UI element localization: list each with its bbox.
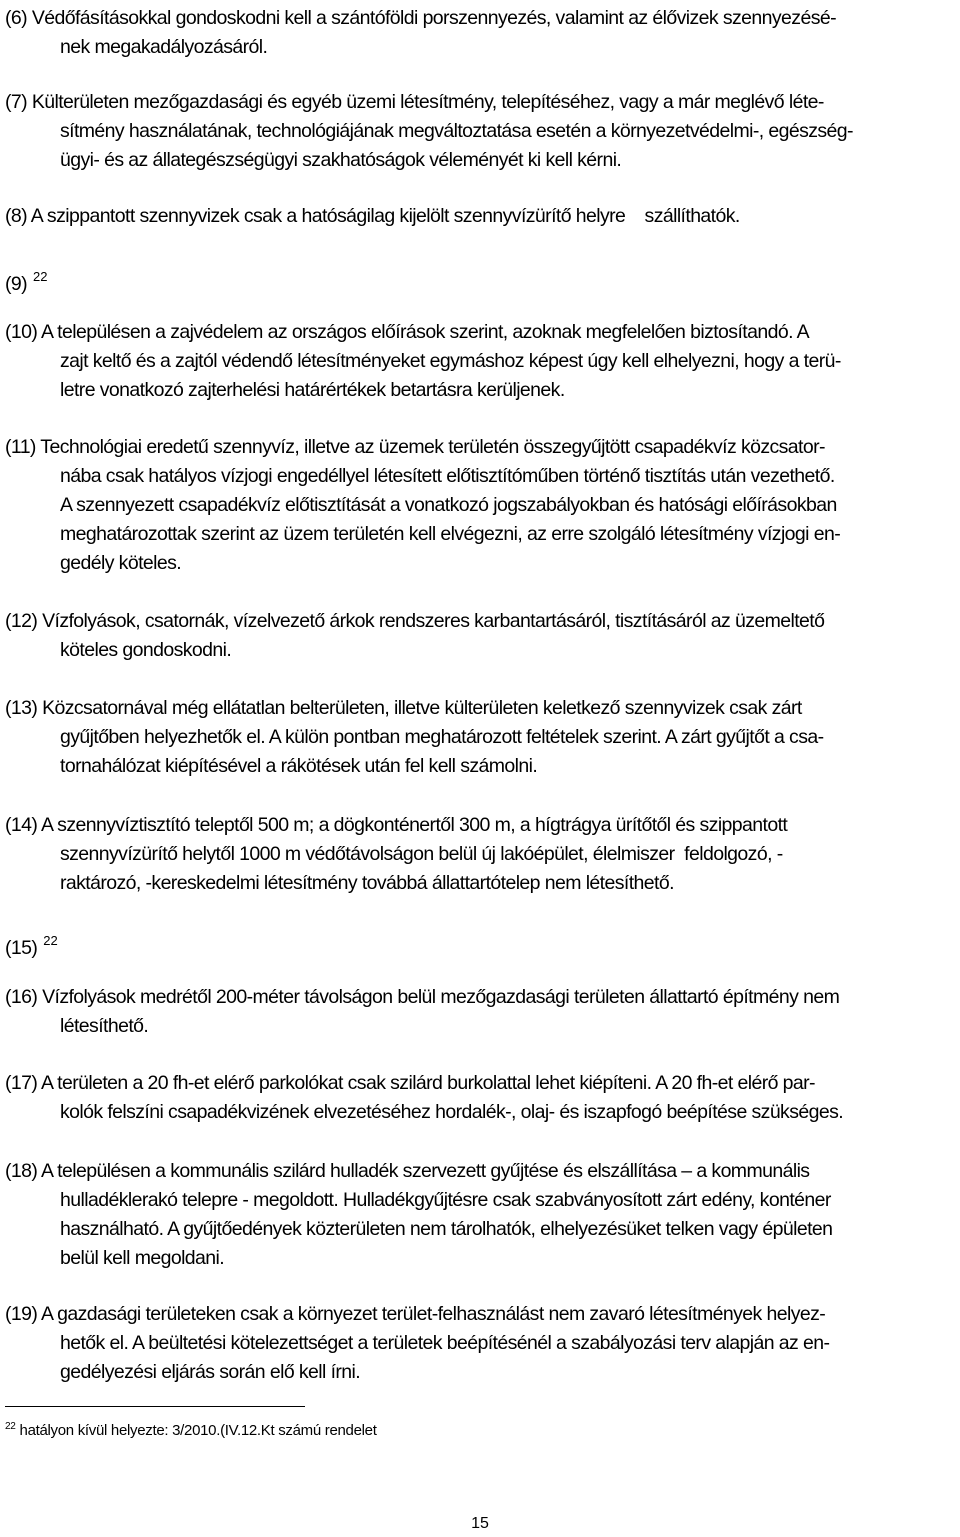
paragraph-13 bbox=[0, 694, 960, 781]
paragraph-line: (19) A gazdasági területeken csak a környezet terület-felhasználást nem zavaró létesítmények helyez- bbox=[5, 1303, 826, 1325]
paragraph-12 bbox=[0, 607, 960, 665]
paragraph-14 bbox=[0, 811, 960, 898]
paragraph-line: (14) A szennyvíztisztító teleptől 500 m; a dögkonténertől 300 m, a hígtrágya ürítőtől és szippantott bbox=[5, 814, 788, 836]
paragraph-line: (8) A szippantott szennyvizek csak a hatóságilag kijelölt szennyvízürítő helyre szállíthatók. bbox=[5, 205, 740, 227]
paragraph-line: (7) Külterületen mezőgazdasági és egyéb üzemi létesítmény, telepítéséhez, vagy a már meglévő léte- bbox=[5, 91, 824, 113]
paragraph-6 bbox=[0, 4, 960, 62]
paragraph-line: gedély köteles. bbox=[60, 552, 182, 574]
paragraph-10 bbox=[0, 318, 960, 405]
paragraph-label: (15) bbox=[5, 937, 38, 959]
paragraph-11 bbox=[0, 433, 960, 578]
paragraph-7 bbox=[0, 88, 960, 175]
paragraph-label: (9) bbox=[5, 273, 28, 295]
paragraph-line: használható. A gyűjtőedények közterületen nem tárolhatók, elhelyezésüket telken vagy épületen bbox=[60, 1218, 833, 1240]
paragraph-line: gyűjtőben helyezhetők el. A külön pontban meghatározott feltételek szerint. A zárt gyűjtőt a csa- bbox=[60, 726, 824, 748]
paragraph-line: szennyvízürítő helytől 1000 m védőtávolságon belül új lakóépület, élelmiszer feldolgozó, - bbox=[60, 843, 783, 865]
paragraph-line: nek megakadályozásáról. bbox=[60, 36, 268, 58]
paragraph-line: ügyi- és az állategészségügyi szakhatóságok véleményét ki kell kérni. bbox=[60, 149, 622, 171]
paragraph-line: zajt keltő és a zajtól védendő létesítményeket egymáshoz képest úgy kell elhelyezni, hogy a terü- bbox=[60, 350, 841, 372]
paragraph-line: (17) A területen a 20 fh-et elérő parkolókat csak szilárd burkolattal lehet kiépíteni. A 20 fh-et elérő par- bbox=[5, 1072, 815, 1094]
paragraph-line: gedélyezési eljárás során elő kell írni. bbox=[60, 1361, 361, 1383]
repealed-paragraph bbox=[0, 262, 960, 295]
paragraph-line: nába csak hatályos vízjogi engedéllyel létesített előtisztítóműben történő tisztítás után vezethető. bbox=[60, 465, 835, 487]
paragraph-line: belül kell megoldani. bbox=[60, 1247, 225, 1269]
footnote-reference: 22 bbox=[43, 933, 58, 948]
paragraph-line: sítmény használatának, technológiájának megváltoztatása esetén a környezetvédelmi-, egészség- bbox=[60, 120, 853, 142]
repealed-paragraph bbox=[0, 926, 960, 959]
footnote-reference: 22 bbox=[33, 269, 48, 284]
paragraph-line: létesíthető. bbox=[60, 1015, 149, 1037]
paragraph-line: (11) Technológiai eredetű szennyvíz, illetve az üzemek területén összegyűjtött csapadékvíz közcsator- bbox=[5, 436, 825, 458]
paragraph-line: tornahálózat kiépítésével a rákötések után fel kell számolni. bbox=[60, 755, 538, 777]
footnote-separator bbox=[5, 1406, 305, 1407]
paragraph-17 bbox=[0, 1069, 960, 1127]
paragraph-line: meghatározottak szerint az üzem területén kell elvégezni, az erre szolgáló létesítmény vízjogi en- bbox=[60, 523, 841, 545]
footnote-text: hatályon kívül helyezte: 3/2010.(IV.12.Kt számú rendelet bbox=[19, 1422, 377, 1439]
paragraph-line: (6) Védőfásításokkal gondoskodni kell a szántóföldi porszennyezés, valamint az élővizek szennyezésé- bbox=[5, 7, 836, 29]
paragraph-16 bbox=[0, 983, 960, 1041]
page-number: 15 bbox=[471, 1515, 489, 1532]
paragraph-line: letre vonatkozó zajterhelési határértékek betartásra kerüljenek. bbox=[60, 379, 565, 401]
paragraph-line: hulladéklerakó telepre - megoldott. Hulladékgyűjtésre csak szabványosított zárt edény, konténer bbox=[60, 1189, 831, 1211]
paragraph-line: köteles gondoskodni. bbox=[60, 639, 232, 661]
footnote-mark: 22 bbox=[5, 1421, 16, 1432]
paragraph-line: hetők el. A beültetési kötelezettséget a területek beépítésénél a szabályozási terv alapján az en- bbox=[60, 1332, 830, 1354]
paragraph-18 bbox=[0, 1157, 960, 1273]
paragraph-line: (16) Vízfolyások medrétől 200-méter távolságon belül mezőgazdasági területen állattartó építmény nem bbox=[5, 986, 840, 1008]
paragraph-line: (18) A településen a kommunális szilárd hulladék szervezett gyűjtése és elszállítása – a kommunális bbox=[5, 1160, 810, 1182]
paragraph-line: (12) Vízfolyások, csatornák, vízelvezető árkok rendszeres karbantartásáról, tisztításáról az üzemeltető bbox=[5, 610, 825, 632]
paragraph-line: raktározó, -kereskedelmi létesítmény továbbá állattartótelep nem létesíthető. bbox=[60, 872, 674, 894]
paragraph-8 bbox=[0, 202, 960, 231]
paragraph-line: kolók felszíni csapadékvizének elvezetéséhez hordalék-, olaj- és iszapfogó beépítése szükséges. bbox=[60, 1101, 844, 1123]
paragraph-line: (10) A településen a zajvédelem az országos előírások szerint, azoknak megfelelően biztosítandó. A bbox=[5, 321, 810, 343]
paragraph-9 bbox=[0, 262, 960, 295]
paragraph-line: (13) Közcsatornával még ellátatlan belterületen, illetve külterületen keletkező szennyvizek csak zárt bbox=[5, 697, 802, 719]
paragraph-19 bbox=[0, 1300, 960, 1387]
footnote bbox=[5, 1418, 377, 1440]
paragraph-line: A szennyezett csapadékvíz előtisztítását a vonatkozó jogszabályokban és hatósági előírásokban bbox=[60, 494, 837, 516]
paragraph-15 bbox=[0, 926, 960, 959]
